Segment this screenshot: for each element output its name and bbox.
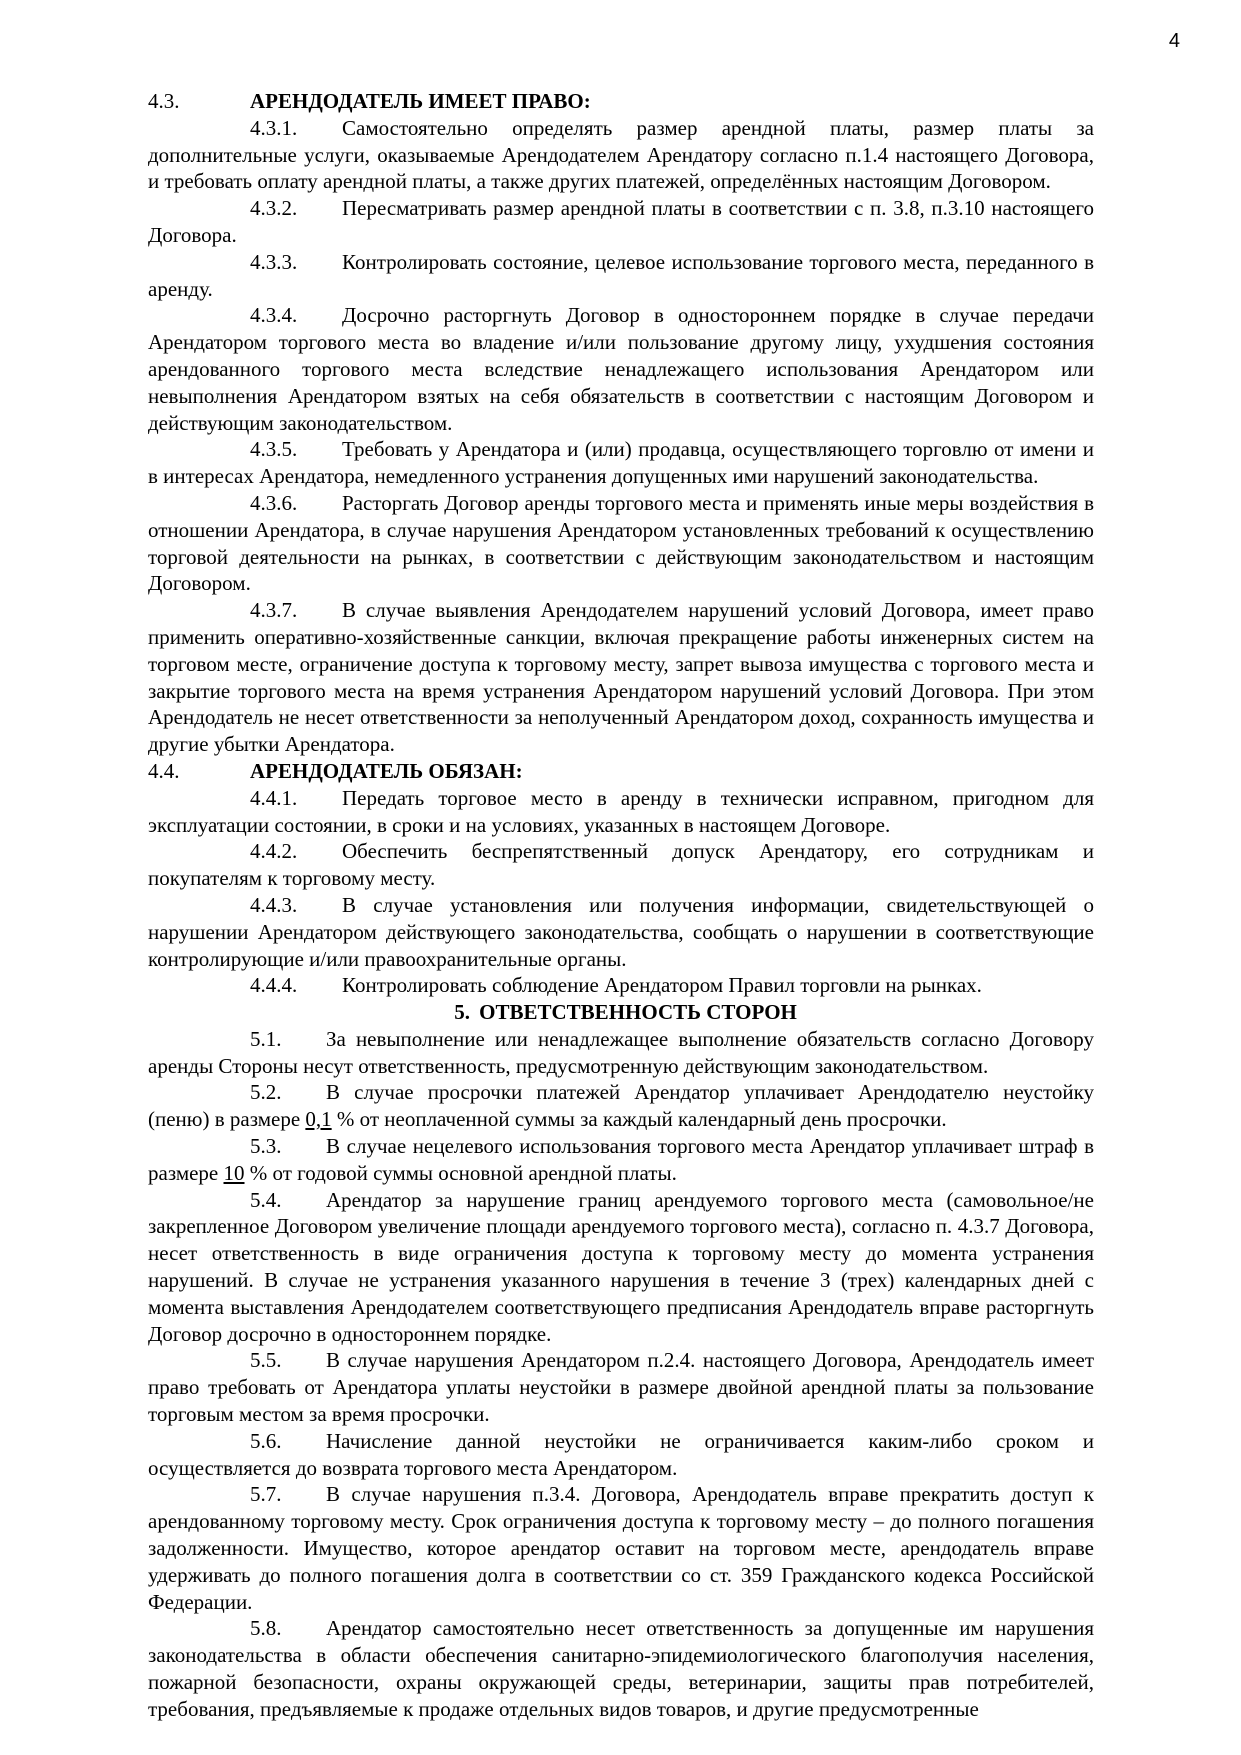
clause-text: Расторгать Договор аренды торгового места и применять иные меры воздействия в отношении Арендатора, в случае нарушения Арендатором установленных требований к осуществлению торговой деятельности на рынках, в соответствии с действующим законодательством и настоящим Договором. xyxy=(148,490,1094,596)
section-title: ОТВЕТСТВЕННОСТЬ СТОРОН xyxy=(479,1000,797,1025)
clause-text: В случае нарушения Арендатором п.2.4. настоящего Договора, Арендодатель имеет право требовать от Арендатора уплаты неустойки в размере двойной арендной платы за пользование торговым местом за время просрочки. xyxy=(148,1348,1094,1427)
clause-number: 5.8. xyxy=(250,1616,282,1641)
clause-number: 5.2. xyxy=(250,1080,282,1105)
clause-number: 5.1. xyxy=(250,1026,282,1051)
clause-text: Контролировать соблюдение Арендатором Правил торговли на рынках. xyxy=(342,973,982,998)
clause-number: 4.4.4. xyxy=(250,973,298,998)
clause-number: 4.3.1. xyxy=(250,115,298,140)
clause-5-2 xyxy=(148,1079,1094,1133)
section-heading-4-4 xyxy=(148,758,1094,785)
clause-4-3-6 xyxy=(148,490,1094,597)
clause-4-3-7 xyxy=(148,597,1094,758)
clause-number: 5.7. xyxy=(250,1482,282,1507)
clause-4-4-4 xyxy=(148,972,1094,999)
clause-text: Пересматривать размер арендной платы в соответствии с п. 3.8, п.3.10 настоящего Договора. xyxy=(148,196,1094,247)
clause-4-3-5 xyxy=(148,436,1094,490)
page-number: 4 xyxy=(1168,30,1180,52)
penalty-rate-value: 0,1 xyxy=(305,1107,332,1132)
clause-4-3-4 xyxy=(148,302,1094,436)
clause-text: Требовать у Арендатора и (или) продавца, осуществляющего торговлю от имени и в интересах Арендатора, немедленного устранения допущенных ими нарушений законодательства. xyxy=(148,437,1094,489)
clause-text: В случае выявления Арендодателем нарушений условий Договора, имеет право применить оперативно-хозяйственные санкции, включая прекращение работы инженерных систем на торговом месте, ограничение доступа к торговому месту, запрет вывоза имущества с торгового места и закрытие торгового места на время устранения Арендатором нарушений условий Договора. При этом Арендодатель не несет ответственности за неполученный Арендатором доход, сохранность имущества и другие убытки Арендатора. xyxy=(148,598,1094,757)
section-number: 4.3. xyxy=(148,89,180,113)
clause-number: 4.3.6. xyxy=(250,490,298,515)
clause-text-a: В случае нецелевого использования торгового места Арендатор уплачивает штраф в размере xyxy=(148,1134,1094,1185)
clause-number: 5.6. xyxy=(250,1428,282,1453)
section-number: 4.4. xyxy=(148,758,180,783)
clause-text: Арендатор самостоятельно несет ответственность за допущенные им нарушения законодательства в области обеспечения санитарно-эпидемиологического благополучия населения, пожарной безопасности, охраны окружающей среды, ветеринарии, защиты прав потребителей, требования, предъявляемые к продаже отдельных видов товаров, и другие предусмотренные xyxy=(148,1616,1094,1721)
clause-text-a: В случае просрочки платежей Арендатор уплачивает Арендодателю неустойку (пеню) в размере xyxy=(148,1080,1094,1132)
clause-number: 4.3.3. xyxy=(250,249,298,274)
clause-text: Арендатор за нарушение границ арендуемого торгового места (самовольное/не закрепленное Договором увеличение площади арендуемого торгового места), согласно п. 4.3.7 Договора, несет ответственность в виде ограничения доступа к торговому месту до момента устранения нарушений. В случае не устранения указанного нарушения в течение 3 (трех) календарных дней с момента выставления Арендодателем соответствующего предписания Арендодатель вправе расторгнуть Договор досрочно в одностороннем порядке. xyxy=(148,1187,1094,1346)
clause-number: 4.3.7. xyxy=(250,598,298,623)
clause-number: 4.3.5. xyxy=(250,437,298,462)
clause-text-b: % от неоплаченной суммы за каждый календарный день просрочки. xyxy=(331,1107,947,1132)
clause-number: 5.3. xyxy=(250,1134,282,1159)
clause-number: 4.4.3. xyxy=(250,892,298,917)
clause-number: 4.3.4. xyxy=(250,303,298,328)
clause-text: Передать торговое место в аренду в технически исправном, пригодном для эксплуатации состоянии, в сроки и на условиях, указанных в настоящем Договоре. xyxy=(148,785,1094,837)
clause-5-6 xyxy=(148,1428,1094,1482)
clause-5-1 xyxy=(148,1026,1094,1080)
clause-4-4-1 xyxy=(148,785,1094,839)
clause-number: 5.4. xyxy=(250,1187,282,1212)
clause-text-b: % от годовой суммы основной арендной платы. xyxy=(244,1160,677,1185)
clause-number: 4.3.2. xyxy=(250,196,298,221)
clause-text: Самостоятельно определять размер арендной платы, размер платы за дополнительные услуги, оказываемые Арендодателем Арендатору согласно п.1.4 настоящего Договора, и требовать оплату арендной платы, а также других платежей, определённых настоящим Договором. xyxy=(148,115,1094,194)
clause-4-4-3 xyxy=(148,892,1094,972)
section-heading-4-3 xyxy=(148,88,1094,115)
section-title: АРЕНДОДАТЕЛЬ ОБЯЗАН: xyxy=(250,758,523,783)
clause-text: За невыполнение или ненадлежащее выполнение обязательств согласно Договору аренды Стороны несут ответственность, предусмотренную действующим законодательством. xyxy=(148,1026,1094,1078)
clause-4-3-2 xyxy=(148,195,1094,249)
clause-number: 4.4.1. xyxy=(250,785,298,810)
section-heading-5 xyxy=(148,999,1094,1026)
clause-4-4-2 xyxy=(148,838,1094,892)
clause-5-5 xyxy=(148,1347,1094,1427)
clause-text: Обеспечить беспрепятственный допуск Арендатору, его сотрудникам и покупателям к торговому месту. xyxy=(148,839,1094,891)
clause-4-3-1 xyxy=(148,115,1094,195)
clause-text: Контролировать состояние, целевое использование торгового места, переданного в аренду. xyxy=(148,249,1094,301)
fine-rate-value: 10 xyxy=(223,1160,245,1185)
clause-number: 4.4.2. xyxy=(250,839,298,864)
clause-5-8 xyxy=(148,1615,1094,1722)
section-number: 5. xyxy=(454,1000,471,1025)
clause-text: В случае нарушения п.3.4. Договора, Арендодатель вправе прекратить доступ к арендованному торговому месту. Срок ограничения доступа к торговому месту – до полного погашения задолженности. Имущество, которое арендатор оставит на торговом месте, арендодатель вправе удерживать до полного погашения долга в соответствии со ст. 359 Гражданского кодекса Российской Федерации. xyxy=(148,1482,1094,1614)
clause-5-4 xyxy=(148,1187,1094,1348)
clause-text: Начисление данной неустойки не ограничивается каким-либо сроком и осуществляется до возврата торгового места Арендатором. xyxy=(148,1428,1094,1480)
clause-5-7 xyxy=(148,1481,1094,1615)
clause-4-3-3 xyxy=(148,249,1094,303)
document-body xyxy=(148,88,1094,1723)
clause-text: Досрочно расторгнуть Договор в одностороннем порядке в случае передачи Арендатором торгового места во владение и/или пользование другому лицу, ухудшения состояния арендованного торгового места вследствие ненадлежащего использования Арендатором или невыполнения Арендатором взятых на себя обязательств в соответствии с настоящим Договором и действующим законодательством. xyxy=(148,303,1094,435)
clause-text: В случае установления или получения информации, свидетельствующей о нарушении Арендатором действующего законодательства, сообщать о нарушении в соответствующие контролирующие и/или правоохранительные органы. xyxy=(148,892,1094,971)
clause-number: 5.5. xyxy=(250,1348,282,1373)
clause-5-3 xyxy=(148,1133,1094,1187)
section-title: АРЕНДОДАТЕЛЬ ИМЕЕТ ПРАВО: xyxy=(250,89,591,113)
